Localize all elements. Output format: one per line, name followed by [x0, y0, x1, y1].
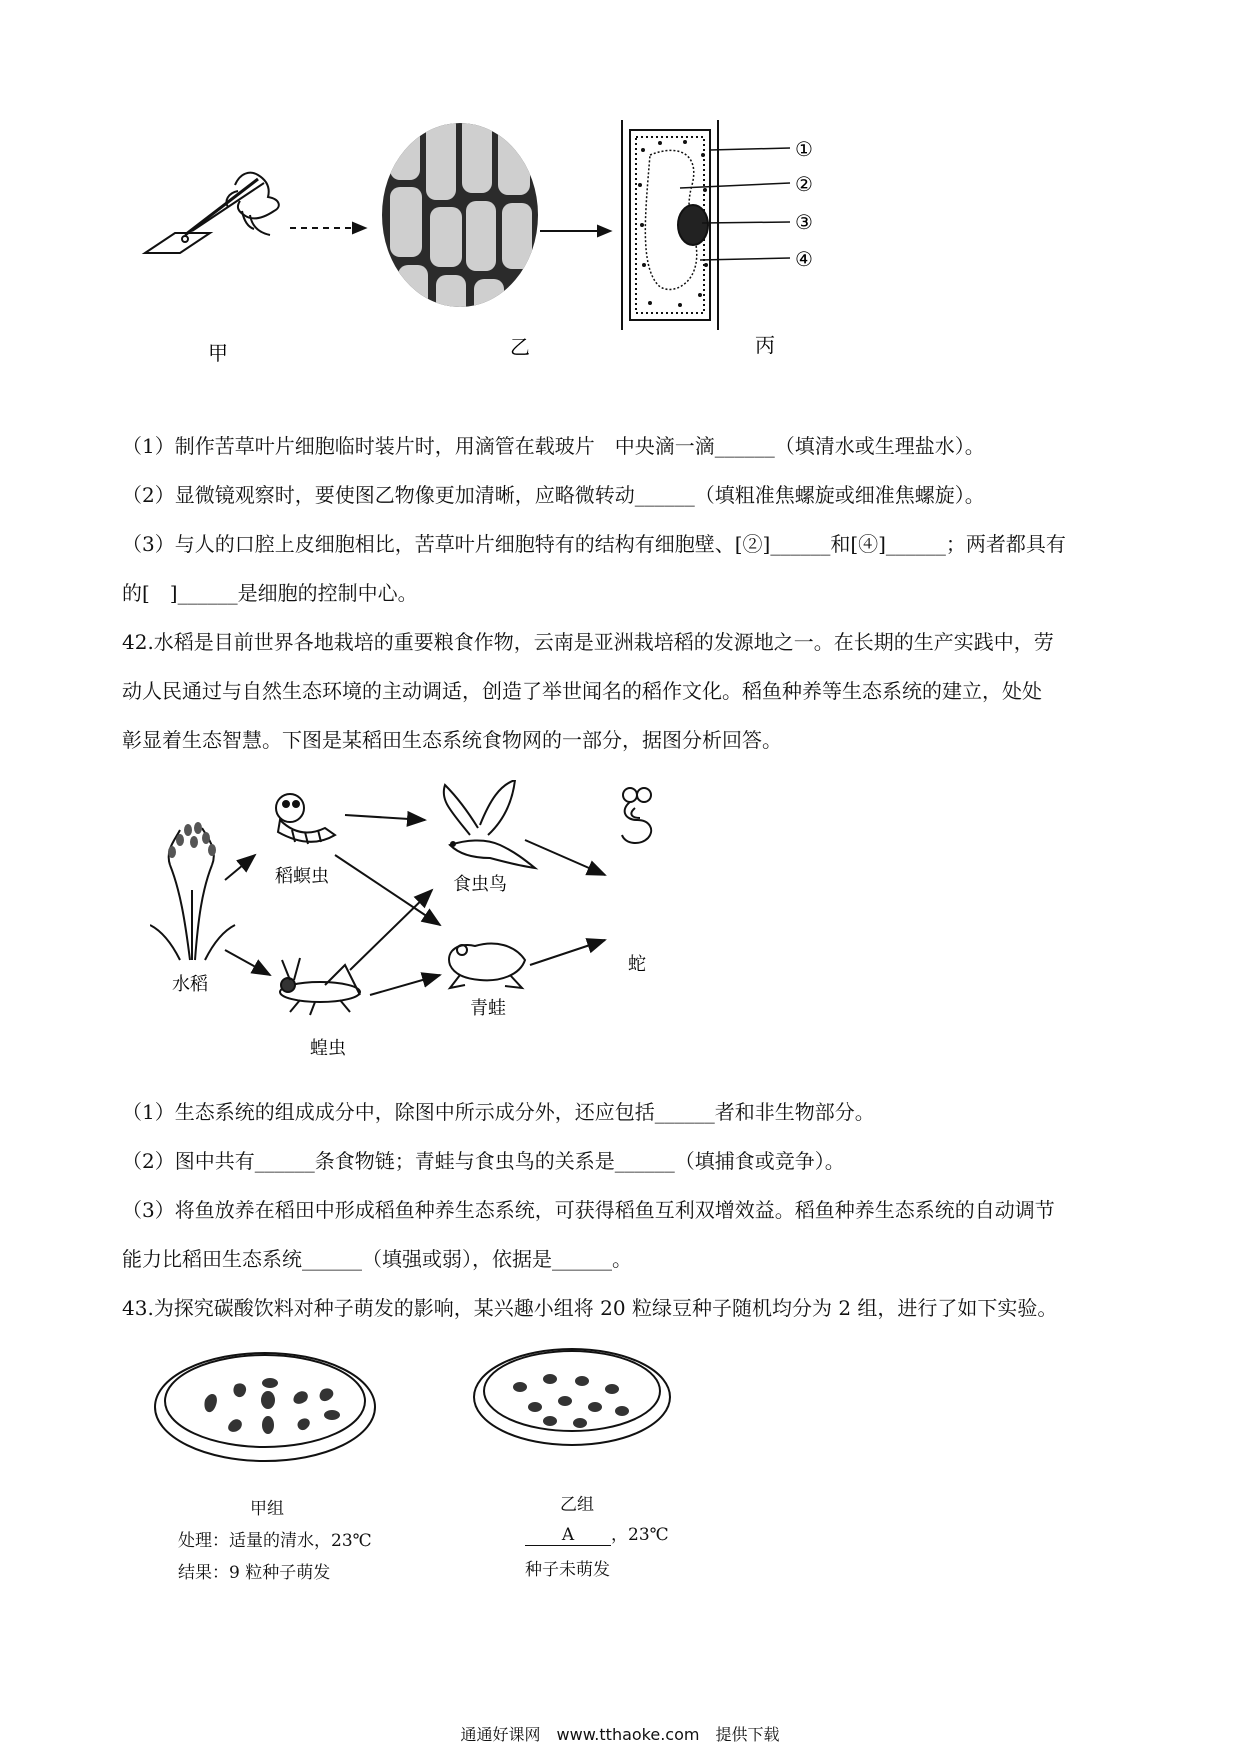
frog-drawing — [449, 944, 525, 988]
label-yi: 乙 — [510, 335, 530, 359]
q42-part1: （1）生态系统的组成成分中，除图中所示成分外，还应包括______者和非生物部分。 — [122, 1100, 875, 1124]
snake-drawing — [622, 788, 651, 843]
petri-dishes — [150, 1345, 710, 1475]
petri-dish-a — [155, 1353, 375, 1461]
group-a-title: 甲组 — [250, 1499, 284, 1519]
q42-stem-line2: 动人民通过与自然生态环境的主动调适，创造了举世闻名的稻作文化。稻鱼种养等生态系统的建立，处处 — [122, 679, 1042, 703]
dropper-hand-drawing — [145, 173, 279, 253]
label-bing: 丙 — [755, 333, 775, 357]
petri-dish-b — [474, 1349, 670, 1445]
q42-part3-cont: 能力比稻田生态系统______（填强或弱），依据是______。 — [122, 1247, 632, 1271]
marker-1: ① — [795, 137, 813, 161]
q43-stem: 43.为探究碳酸饮料对种子萌发的影响，某兴趣小组将 20 粒绿豆种子随机均分为 2 组，进行了如下实验。 — [122, 1296, 1058, 1320]
q42-stem-line3: 彰显着生态智慧。下图是某稻田生态系统食物网的一部分，据图分析回答。 — [122, 728, 782, 752]
blank-a: A — [525, 1525, 611, 1546]
dashed-arrow-icon — [290, 223, 365, 233]
cell-figure — [140, 115, 940, 395]
q42-stem-line1: 42.水稻是目前世界各地栽培的重要粮食作物，云南是亚洲栽培稻的发源地之一。在长期的生产实践中，劳 — [122, 630, 1054, 654]
page-footer: 通通好课网 www.tthaoke.com 提供下载 — [460, 1725, 780, 1744]
group-a-result: 结果：9 粒种子萌发 — [178, 1563, 331, 1583]
label-locust: 蝗虫 — [310, 1038, 346, 1059]
arrow-icon — [540, 226, 610, 236]
q41-part3: （3）与人的口腔上皮细胞相比，苦草叶片细胞特有的结构有细胞壁、[②]______和[④]______；两者都具有 — [122, 532, 1066, 556]
label-frog: 青蛙 — [470, 998, 506, 1019]
q42-part3: （3）将鱼放养在稻田中形成稻鱼种养生态系统，可获得稻鱼互利双增效益。稻鱼种养生态系统的自动调节 — [122, 1198, 1055, 1222]
label-borer: 稻螟虫 — [275, 866, 329, 887]
locust-drawing — [280, 958, 360, 1015]
microscope-field-drawing — [382, 115, 538, 320]
marker-4: ④ — [795, 247, 813, 271]
label-bird: 食虫鸟 — [453, 874, 507, 895]
plant-cell-drawing — [622, 120, 790, 330]
rice-borer-drawing — [276, 794, 335, 844]
marker-2: ② — [795, 172, 813, 196]
group-a-treatment: 处理：适量的清水，23℃ — [178, 1531, 372, 1551]
q41-part1: （1）制作苦草叶片细胞临时装片时，用滴管在载玻片 中央滴一滴______（填清水或生理盐水）。 — [122, 434, 985, 458]
marker-3: ③ — [795, 210, 813, 234]
food-web-diagram — [150, 780, 770, 1060]
q41-part2: （2）显微镜观察时，要使图乙物像更加清晰，应略微转动______（填粗准焦螺旋或细准焦螺旋）。 — [122, 483, 985, 507]
group-b-treatment — [525, 1520, 669, 1546]
label-jia: 甲 — [208, 341, 228, 365]
rice-drawing — [150, 822, 235, 960]
label-rice: 水稻 — [172, 974, 208, 995]
group-b-temp: ，23℃ — [611, 1525, 669, 1545]
group-b-result: 种子未萌发 — [525, 1560, 610, 1580]
group-b-title: 乙组 — [560, 1495, 594, 1515]
q42-part2: （2）图中共有______条食物链；青蛙与食虫鸟的关系是______（填捕食或竞争）。 — [122, 1149, 845, 1173]
label-snake: 蛇 — [628, 954, 646, 975]
insectivorous-bird-drawing — [444, 780, 535, 868]
q41-part3-cont: 的[ ]______是细胞的控制中心。 — [122, 581, 418, 605]
